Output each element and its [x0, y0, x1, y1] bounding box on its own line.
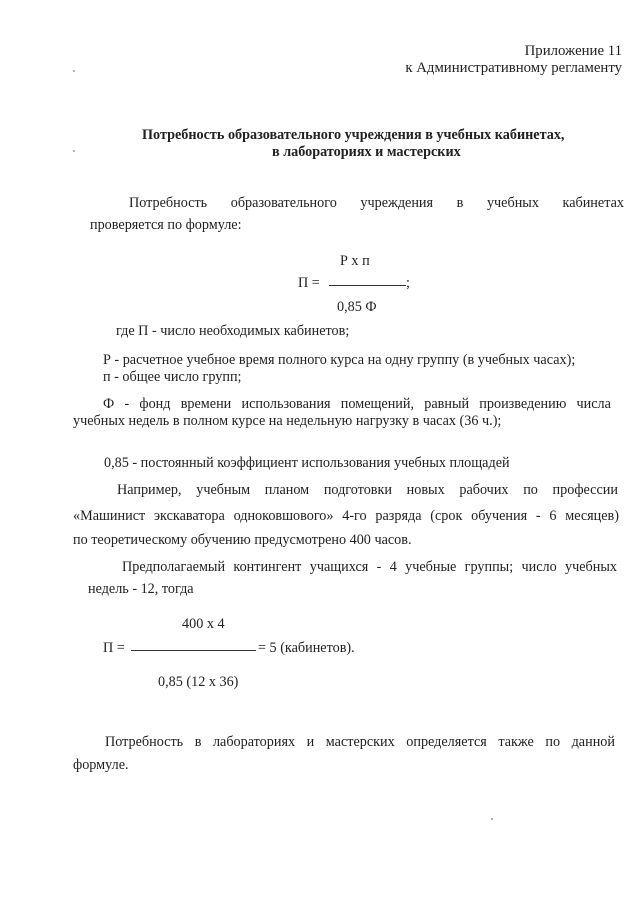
word: времени	[180, 396, 232, 412]
word: Потребность	[129, 195, 208, 211]
word: мастерских	[325, 734, 395, 750]
word: подготовки	[323, 482, 392, 498]
intro-line1	[129, 196, 624, 210]
word: -	[535, 508, 541, 524]
formula2-numerator: 400 х 4	[182, 616, 225, 632]
word: в	[194, 734, 202, 750]
formula1-numerator: Р х п	[340, 253, 370, 269]
scan-speck	[73, 70, 75, 72]
word: использования	[241, 396, 331, 412]
word: по	[545, 734, 561, 750]
word: группы;	[464, 559, 514, 575]
closing-line2: формуле.	[73, 757, 129, 773]
word: образовательного	[230, 195, 337, 211]
document-title-line2: в лабораториях и мастерских	[272, 144, 461, 160]
word: числа	[576, 396, 611, 412]
scan-speck	[491, 818, 493, 820]
word: число	[521, 559, 557, 575]
word: -	[124, 396, 130, 412]
word: одноковшового»	[233, 508, 334, 524]
word: разряда	[375, 508, 422, 524]
formula2-lhs: П =	[103, 640, 125, 656]
formula1-fraction-bar	[329, 285, 406, 286]
word: помещений,	[340, 396, 415, 412]
word: учебных	[486, 195, 539, 211]
definition-f-line2: учебных недель в полном курсе на недельную нагрузку в часах (36 ч.);	[73, 413, 502, 429]
word: «Машинист	[73, 508, 146, 524]
appendix-number: Приложение 11	[524, 43, 622, 59]
word: экскаватора	[153, 508, 225, 524]
word: учебные	[405, 559, 457, 575]
word: Например,	[117, 482, 182, 498]
formula2-fraction-bar	[131, 650, 256, 651]
example-line1	[117, 483, 618, 497]
word: учащихся	[309, 559, 369, 575]
formula1-denominator: 0,85 Ф	[337, 299, 377, 315]
formula1-semicolon: ;	[406, 275, 410, 291]
example-line2	[73, 509, 619, 523]
closing-line1	[105, 735, 615, 749]
word: месяцев)	[565, 508, 619, 524]
word: по	[523, 482, 538, 498]
formula2-result: = 5 (кабинетов).	[258, 640, 355, 656]
word: 4-го	[342, 508, 367, 524]
definition-coefficient: 0,85 - постоянный коэффициент использования учебных площадей	[104, 455, 510, 471]
word: 4	[389, 559, 397, 575]
word: определяется	[406, 734, 487, 750]
definition-f-line1	[103, 397, 611, 411]
example-line3: по теоретическому обучению предусмотрено 400 часов.	[73, 532, 412, 548]
contingent-line2: недель - 12, тогда	[88, 581, 194, 597]
definition-n: п - общее число групп;	[103, 369, 242, 385]
word: контингент	[233, 559, 302, 575]
word: (срок	[430, 508, 463, 524]
formula2-denominator: 0,85 (12 х 36)	[158, 674, 239, 690]
word: также	[498, 734, 534, 750]
word: новых	[406, 482, 445, 498]
word: произведению	[479, 396, 567, 412]
word: планом	[264, 482, 310, 498]
word: в	[456, 195, 464, 211]
word: кабинетах	[562, 195, 624, 211]
appendix-reference: к Административному регламенту	[405, 60, 622, 76]
word: 6	[549, 508, 557, 524]
contingent-line1	[122, 560, 617, 574]
word: учреждения	[360, 195, 434, 211]
word: Ф	[103, 396, 115, 412]
word: данной	[571, 734, 615, 750]
word: и	[306, 734, 315, 750]
word: учебных	[565, 559, 617, 575]
definition-r: Р - расчетное учебное время полного курса на одну группу (в учебных часах);	[103, 352, 576, 368]
word: фонд	[139, 396, 171, 412]
intro-line2: проверяется по формуле:	[90, 217, 242, 233]
word: профессии	[552, 482, 618, 498]
word: -	[376, 559, 382, 575]
word: лабораториях	[212, 734, 296, 750]
scan-speck	[73, 150, 75, 152]
word: Потребность	[105, 734, 184, 750]
word: обучения	[471, 508, 528, 524]
document-title-line1: Потребность образовательного учреждения в учебных кабинетах,	[142, 127, 565, 143]
definition-p: где П - число необходимых кабинетов;	[116, 323, 350, 339]
word: равный	[424, 396, 470, 412]
word: учебным	[196, 482, 251, 498]
formula1-lhs: П =	[298, 275, 320, 291]
word: рабочих	[459, 482, 509, 498]
word: Предполагаемый	[122, 559, 226, 575]
